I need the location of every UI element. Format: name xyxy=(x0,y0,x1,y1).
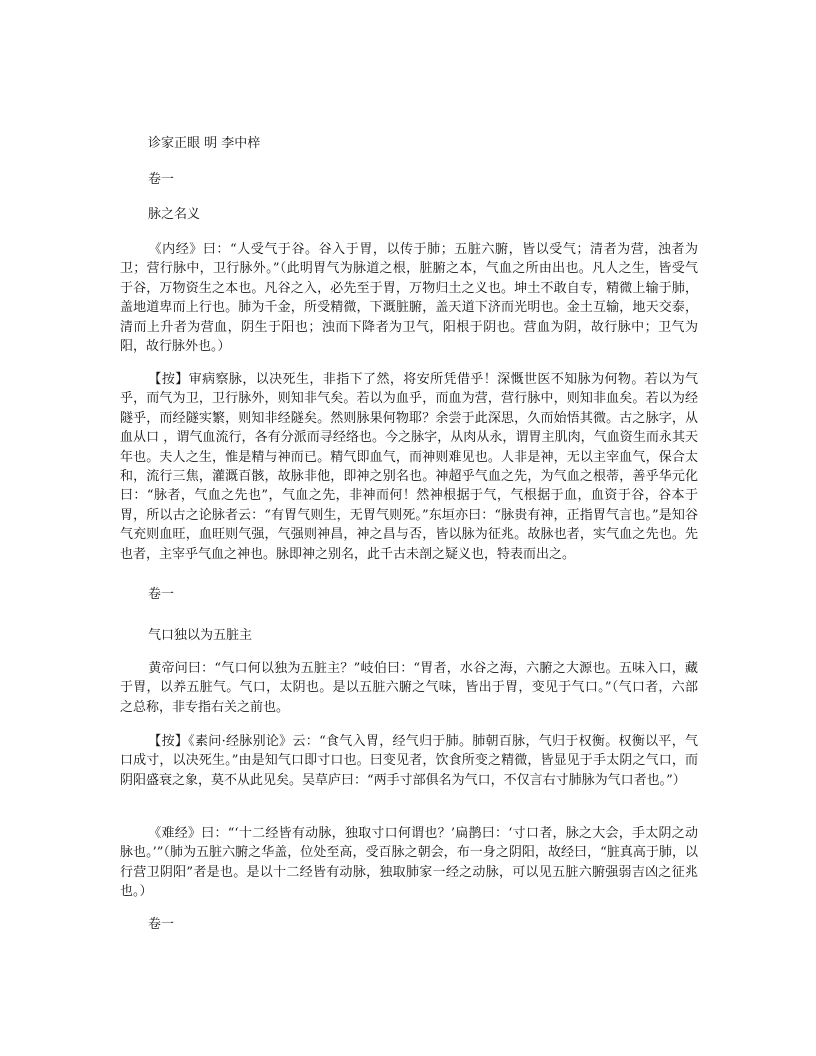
paragraph-text: 【按】《素问·经脉别论》云：“食气入胃，经气归于肺。肺朝百脉，气归于权衡。权衡以平，气口成寸，以决死生。”由是知气口即寸口也。曰变见者，饮食所变之精微，皆显见于手太阴之气口，而阴阳盛衰之象，莫不从此见矣。吴草庐曰：“两手寸部俱名为气口，不仅言右寸肺脉为气口者也。”） xyxy=(120,734,698,788)
paragraph-text: 《难经》曰：“‘十二经皆有动脉，独取寸口何谓也？’扁鹊曰：‘寸口者，脉之大会，手太阴之动脉也。’”（肺为五脏六腑之华盖，位处至高，受百脉之朝会，布一身之阴阳，故经曰，“脏真高于肺，以行营卫阴阳”者是也。是以十二经皆有动脉，独取肺家一经之动脉，可以见五脏六腑强弱吉凶之征兆也。） xyxy=(120,826,698,900)
paragraph-text: 【按】审病察脉，以决死生，非指下了然，将安所凭借乎！深慨世医不知脉为何物。若以为气乎，而气为卫，卫行脉外，则知非气矣。若以为血乎，而血为营，营行脉中，则知非血矣。若以为经隧乎，而经隧实繁，则知非经隧矣。然则脉果何物耶？余尝于此深思，久而始悟其微。古之脉字，从血从口 ，谓气血流行，各有分派而寻经络也。今之脉字，从肉从永，谓胃主肌肉，气血资生而永其天年也。夫人之生，惟是精与神而已。精气即血气，而神则难见也。人非是神，无以主宰血气，保合太和，流行三焦，灌溉百骸，故脉非他，即神之别名也。神超乎气血之先，为气血之根蒂，善乎华元化曰：“脉者，气血之先也”，气血之先，非神而何！然神根据于气，气根据于血，血资于谷，谷本于胃，所以古之论脉者云：“有胃气则生，无胃气则死。”东垣亦曰：“脉贵有神，正指胃气言也。”是知谷气充则血旺，血旺则气强，气强则神昌，神之昌与否，皆以脉为征兆。故脉也者，实气血之先也。先也者，主宰乎气血之神也。脉即神之别名，此千古未剖之疑义也，特表而出之。 xyxy=(120,372,698,562)
paragraph-text: 黄帝问曰：“气口何以独为五脏主？”岐伯曰：“胃者，水谷之海，六腑之大源也。五味入口，藏于胃，以养五脏气。气口，太阴也。是以五脏六腑之气味，皆出于胃，变见于气口。”（气口者，六部之总称，非专指右关之前也。 xyxy=(120,661,698,715)
document-title: 诊家正眼 明 李中梓 xyxy=(148,136,261,151)
section-heading: 脉之名义 xyxy=(148,207,201,222)
volume-heading: 卷一 xyxy=(148,172,175,187)
paragraph-text: 《内经》曰：“人受气于谷。谷入于胃，以传于肺；五脏六腑，皆以受气；清者为营，浊者为卫；营行脉中，卫行脉外。”（此明胃气为脉道之根，脏腑之本，气血之所由出也。凡人之生，皆受气于谷，万物资生之本也。凡谷之入，必先至于胃，万物归土之义也。坤土不敢自专，精微上输于肺，盖地道卑而上行也。肺为千金，所受精微，下溉脏腑，盖天道下济而光明也。金土互输，地天交泰，清而上升者为营血，阴生于阳也；浊而下降者为卫气，阳根于阴也。营血为阴，故行脉中；卫气为阳，故行脉外也。） xyxy=(120,242,698,355)
volume-heading: 卷一 xyxy=(148,587,175,602)
paragraph-suwen xyxy=(120,732,698,790)
paragraph-qikou xyxy=(120,659,698,717)
section-heading: 气口独以为五脏主 xyxy=(148,628,253,643)
paragraph-nanjing xyxy=(120,824,698,902)
paragraph-neijing xyxy=(120,240,698,356)
paragraph-commentary xyxy=(120,370,698,564)
volume-heading: 卷一 xyxy=(148,917,175,932)
